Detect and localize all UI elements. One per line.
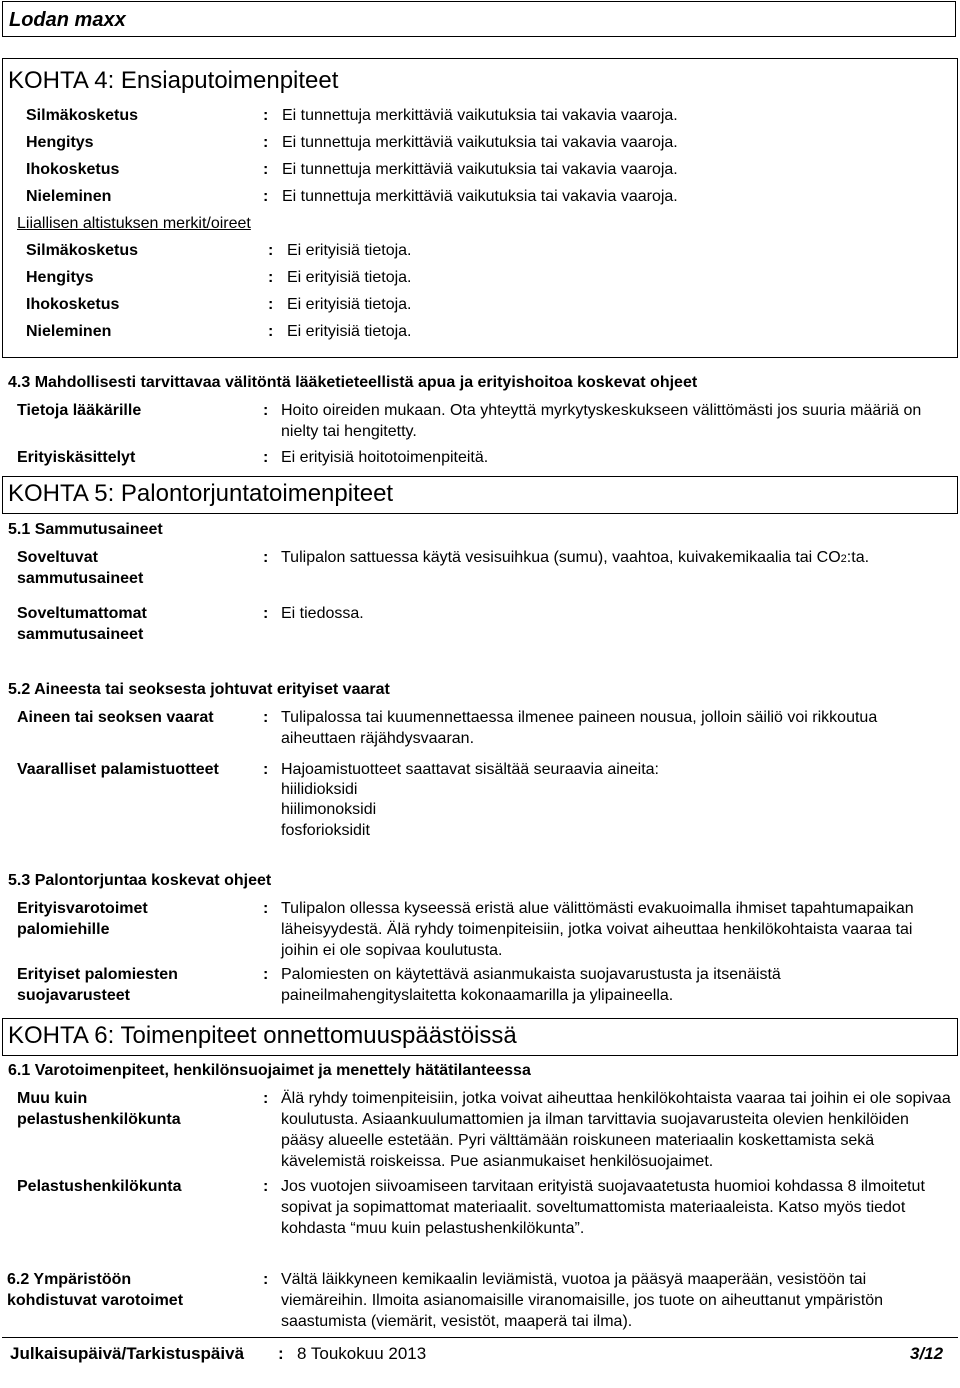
emergency-responders-label: Pelastushenkilökunta (17, 1178, 182, 1195)
row-value: Ei tunnettuja merkittäviä vaikutuksia tai vakavia vaaroja. (282, 134, 678, 151)
separator: : (263, 107, 269, 124)
combustion-products-line: Hajoamistuotteet saattavat sisältää seuraavia aineita: (281, 761, 659, 778)
page-number: 3/12 (910, 1344, 944, 1363)
separator: : (263, 402, 269, 419)
combustion-products-line: hiilidioksidi (281, 781, 358, 798)
row-label: Hengitys (26, 134, 94, 151)
row-value: Ei erityisiä tietoja. (287, 296, 412, 313)
separator: : (268, 269, 274, 286)
firefighter-equipment-label: Erityiset palomiesten suojavarusteet (17, 966, 178, 1004)
separator: : (268, 296, 274, 313)
suitable-media-value: Tulipalon sattuessa käytä vesisuihkua (sumu), vaahtoa, kuivakemikaalia tai CO2:ta. (281, 549, 870, 566)
row-value: Ei tunnettuja merkittäviä vaikutuksia tai vakavia vaaroja. (282, 188, 678, 205)
footer-divider (2, 1337, 958, 1338)
separator: : (263, 188, 269, 205)
separator: : (263, 449, 269, 466)
special-treatment-label: Erityiskäsittelyt (17, 449, 136, 466)
row-label: Nieleminen (26, 188, 112, 205)
row-label: Silmäkosketus (26, 242, 139, 259)
separator: : (263, 966, 269, 983)
combustion-products-line: hiilimonoksidi (281, 801, 377, 818)
emergency-responders-value: Jos vuotojen siivoamiseen tarvitaan erityistä suojavaatetusta huomioi kohdassa 8 ilmoitetut sopivat ja sopimattomat materiaalit. soveltumattomista materiaaleista. Katso myös tiedot kohdasta “muu kuin pelastushenkilökunta”. (281, 1178, 925, 1237)
subsection-5-3-title: 5.3 Palontorjuntaa koskevat ohjeet (8, 872, 272, 889)
document-header (2, 1, 956, 37)
subsection-4-3-title: 4.3 Mahdollisesti tarvittavaa välitöntä lääketieteellistä apua ja erityishoitoa koskevat ohjeet (8, 374, 698, 391)
doctor-info-value: Hoito oireiden mukaan. Ota yhteyttä myrkytyskeskukseen välittömästi jos suuria määriä on nielty tai hengitetty. (281, 402, 922, 440)
separator: : (263, 1178, 269, 1195)
doctor-info-label: Tietoja lääkärille (17, 402, 142, 419)
separator: : (263, 134, 269, 151)
product-name: Lodan maxx (9, 9, 126, 31)
section-4-box (2, 58, 958, 358)
subsection-5-1-title: 5.1 Sammutusaineet (8, 521, 163, 538)
subsection-5-2-title: 5.2 Aineesta tai seoksesta johtuvat erityiset vaarat (8, 681, 390, 698)
environmental-precautions-label: 6.2 Ympäristöön kohdistuvat varotoimet (7, 1271, 184, 1309)
footer-date-value: 8 Toukokuu 2013 (297, 1344, 427, 1363)
separator: : (268, 242, 274, 259)
row-value: Ei tunnettuja merkittäviä vaikutuksia tai vakavia vaaroja. (282, 107, 678, 124)
hazard-label: Aineen tai seoksen vaarat (17, 709, 214, 726)
combustion-products-line: fosforioksidit (281, 822, 370, 839)
suitable-media-label: Soveltuvat sammutusaineet (17, 549, 144, 587)
row-label: Silmäkosketus (26, 107, 139, 124)
section-4-title: KOHTA 4: Ensiaputoimenpiteet (8, 67, 339, 94)
firefighter-precautions-value: Tulipalon ollessa kyseessä eristä alue välittömästi evakuoimalla ihmiset tapahtumapaikan läheisyydestä. Älä ryhdy toimenpiteisiin, jotka voivat aiheuttaa henkilökohtaista vaaraa tai joihin ei ole sopivaa koulutusta. (281, 900, 914, 959)
row-label: Hengitys (26, 269, 94, 286)
row-value: Ei tunnettuja merkittäviä vaikutuksia tai vakavia vaaroja. (282, 161, 678, 178)
separator: : (263, 761, 269, 778)
separator: : (263, 549, 269, 566)
non-emergency-value: Älä ryhdy toimenpiteisiin, jotka voivat aiheuttaa henkilökohtaista vaaraa tai joihin ei ole sopivaa koulutusta. Asiaankuulumattomien ja ilman tarvittavia suojavarusteita olevien henkilöiden pääsy alueelle estetään. Pyri välttämään roiskuneen materiaalin koskettamista sekä kävelemistä roiskeissa. Pue asianmukaiset henkilösuojaimet. (281, 1090, 951, 1170)
row-value: Ei erityisiä tietoja. (287, 269, 412, 286)
firefighter-precautions-label: Erityisvarotoimet palomiehille (17, 900, 148, 938)
row-value: Ei erityisiä tietoja. (287, 323, 412, 340)
row-label: Nieleminen (26, 323, 112, 340)
unsuitable-media-value: Ei tiedossa. (281, 605, 364, 622)
non-emergency-label: Muu kuin pelastushenkilökunta (17, 1090, 181, 1128)
hazard-value: Tulipalossa tai kuumennettaessa ilmenee paineen nousua, jolloin säiliö voi rikkoutua aiheuttaen räjähdysvaaran. (281, 709, 878, 747)
firefighter-equipment-value: Palomiesten on käytettävä asianmukaista suojavarustusta ja itsenäistä paineilmahengityslaitetta kokonaamarilla ja ylipaineella. (281, 966, 781, 1004)
row-value: Ei erityisiä tietoja. (287, 242, 412, 259)
separator: : (263, 1090, 269, 1107)
combustion-products-label: Vaaralliset palamistuotteet (17, 761, 219, 778)
footer-date-label: Julkaisupäivä/Tarkistuspäivä (10, 1344, 245, 1363)
footer-colon: : (278, 1344, 284, 1363)
separator: : (263, 709, 269, 726)
separator: : (263, 161, 269, 178)
subsection-6-1-title: 6.1 Varotoimenpiteet, henkilönsuojaimet ja menettely hätätilanteessa (8, 1062, 531, 1079)
overexposure-title: Liiallisen altistuksen merkit/oireet (17, 215, 251, 232)
row-label: Ihokosketus (26, 296, 120, 313)
separator: : (268, 323, 274, 340)
separator: : (263, 1271, 269, 1288)
section-6-title: KOHTA 6: Toimenpiteet onnettomuuspäästöissä (8, 1022, 517, 1049)
unsuitable-media-label: Soveltumattomat sammutusaineet (17, 605, 147, 643)
environmental-precautions-value: Vältä läikkyneen kemikaalin leviämistä, vuotoa ja pääsyä maaperään, vesistöön tai viemäreihin. Ilmoita asianomaisille viranomaisille, jos tuote on aiheuttanut ympäristön saastumista (viemärit, vesistöt, maaperä tai ilma). (281, 1271, 884, 1330)
separator: : (263, 605, 269, 622)
special-treatment-value: Ei erityisiä hoitotoimenpiteitä. (281, 449, 489, 466)
section-5-title: KOHTA 5: Palontorjuntatoimenpiteet (8, 480, 394, 507)
row-label: Ihokosketus (26, 161, 120, 178)
separator: : (263, 900, 269, 917)
